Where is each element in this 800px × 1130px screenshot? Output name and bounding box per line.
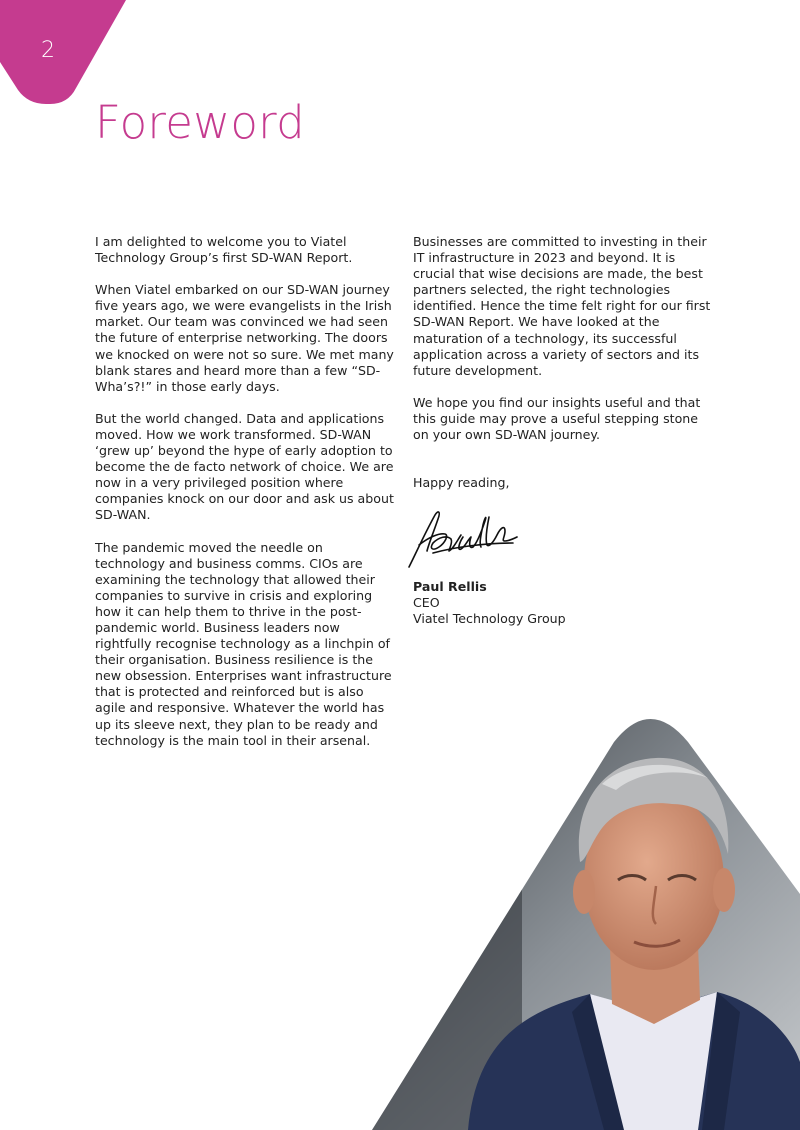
ceo-portrait-image (372, 712, 800, 1130)
left-column (95, 234, 395, 765)
signer-organisation: Viatel Technology Group (413, 611, 566, 627)
paragraph: When Viatel embarked on our SD-WAN journey five years ago, we were evangelists in the Irish market. Our team was convinced we had seen the future of enterprise networking. The doors we knocked on were not so sure. We met many blank stares and heard more than a few “SD-Wha’s?!” in those early days. (95, 282, 394, 394)
page-number-tab (0, 0, 130, 110)
signature-image (405, 507, 520, 571)
page-number: 2 (41, 38, 55, 63)
page-title: Foreword (95, 96, 306, 149)
closing-line: Happy reading, (413, 475, 510, 491)
paragraph: The pandemic moved the needle on technology and business comms. CIOs are examining the technology that allowed their companies to survive in crisis and exploring how it can help them to thrive in the post-pandemic world. Business leaders now rightfully recognise technology as a linchpin of their organisation. Business resilience is the new obsession. Enterprises want infrastructure that is protected and reinforced but is also agile and responsive. Whatever the world has up its sleeve next, they plan to be ready and technology is the main tool in their arsenal. (95, 539, 392, 748)
right-column (413, 234, 713, 628)
paragraph: We hope you find our insights useful and that this guide may prove a useful stepping stone on your own SD-WAN journey. (413, 394, 701, 443)
signer-role: CEO (413, 595, 440, 611)
paragraph: Businesses are committed to investing in their IT infrastructure in 2023 and beyond. It is crucial that wise decisions are made, the best partners selected, the right technologies identified. Hence the time felt right for our first SD-WAN Report. We have looked at the maturation of a technology, its successful application across a variety of sectors and its future development. (413, 234, 711, 378)
paragraph: But the world changed. Data and applications moved. How we work transformed. SD-WAN ‘grew up’ beyond the hype of early adoption to become the de facto network of choice. We are now in a very privileged position where companies knock on our door and ask us about SD-WAN. (95, 410, 394, 523)
signer-name: Paul Rellis (413, 579, 487, 595)
paragraph: I am delighted to welcome you to Viatel Technology Group’s first SD-WAN Report. (95, 234, 353, 266)
